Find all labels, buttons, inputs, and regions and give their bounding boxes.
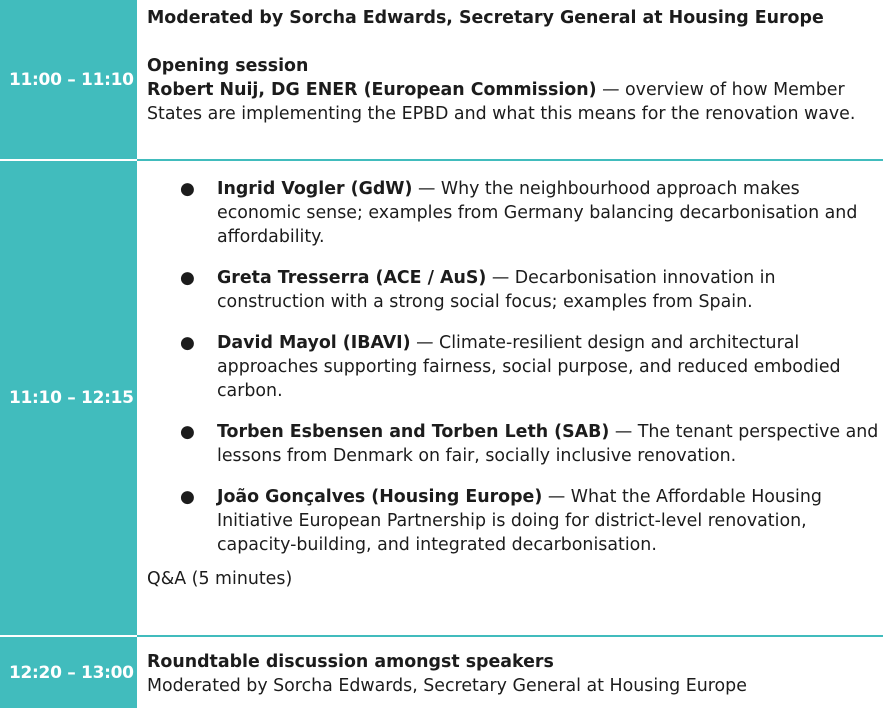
speaker-description: — Climate-resilient design and architectural approaches supporting fairness, social purpose, and reduced embodied carbon.: [217, 333, 841, 401]
session-title: Roundtable discussion amongst speakers: [147, 652, 554, 672]
moderator-line: Moderated by Sorcha Edwards, Secretary General at Housing Europe: [147, 8, 824, 28]
list-item: [147, 266, 883, 314]
speaker-description: — What the Affordable Housing Initiative European Partnership is doing for district-level renovation, capacity-building, and integrated decarbonisation.: [217, 487, 822, 555]
agenda-row-opening: [0, 0, 883, 160]
list-item: [147, 485, 883, 557]
bullet-icon: ●: [180, 179, 195, 199]
time-cell: [0, 161, 137, 635]
speaker-name: David Mayol (IBAVI): [217, 333, 411, 353]
speaker-name: Robert Nuij, DG ENER (European Commission): [147, 80, 597, 100]
speaker-name: Ingrid Vogler (GdW): [217, 179, 413, 199]
speaker-description: — overview of how Member States are implementing the EPBD and what this means for the renovation wave.: [147, 80, 856, 124]
agenda-row-roundtable: [0, 637, 883, 708]
list-item: [147, 331, 883, 403]
speaker-description: — Decarbonisation innovation in construction with a strong social focus; examples from Spain.: [217, 268, 776, 312]
session-content: [147, 650, 883, 698]
speaker-description: — The tenant perspective and lessons from Denmark on fair, socially inclusive renovation.: [217, 422, 879, 466]
session-content: [147, 177, 883, 591]
time-label: 12:20 – 13:00: [9, 662, 134, 683]
speaker-name: Greta Tresserra (ACE / AuS): [217, 268, 487, 288]
time-label: 11:10 – 12:15: [9, 388, 134, 408]
session-content: [147, 6, 883, 126]
list-item: [147, 177, 883, 249]
speaker-name: Torben Esbensen and Torben Leth (SAB): [217, 422, 610, 442]
qa-note: Q&A (5 minutes): [147, 569, 293, 589]
agenda-row-speakers: [0, 161, 883, 635]
list-item: [147, 420, 883, 468]
bullet-icon: ●: [180, 333, 195, 353]
bullet-icon: ●: [180, 422, 195, 442]
bullet-icon: ●: [180, 487, 195, 507]
speaker-name: João Gonçalves (Housing Europe): [217, 487, 543, 507]
time-cell: [0, 637, 137, 708]
speaker-list: [147, 177, 883, 557]
time-label: 11:00 – 11:10: [9, 70, 134, 90]
session-title: Opening session: [147, 56, 309, 76]
bullet-icon: ●: [180, 268, 195, 288]
time-cell: [0, 0, 137, 160]
moderator-line: Moderated by Sorcha Edwards, Secretary General at Housing Europe: [147, 676, 747, 696]
speaker-entry: [147, 78, 872, 126]
speaker-description: — Why the neighbourhood approach makes economic sense; examples from Germany balancing decarbonisation and affordability.: [217, 179, 858, 247]
